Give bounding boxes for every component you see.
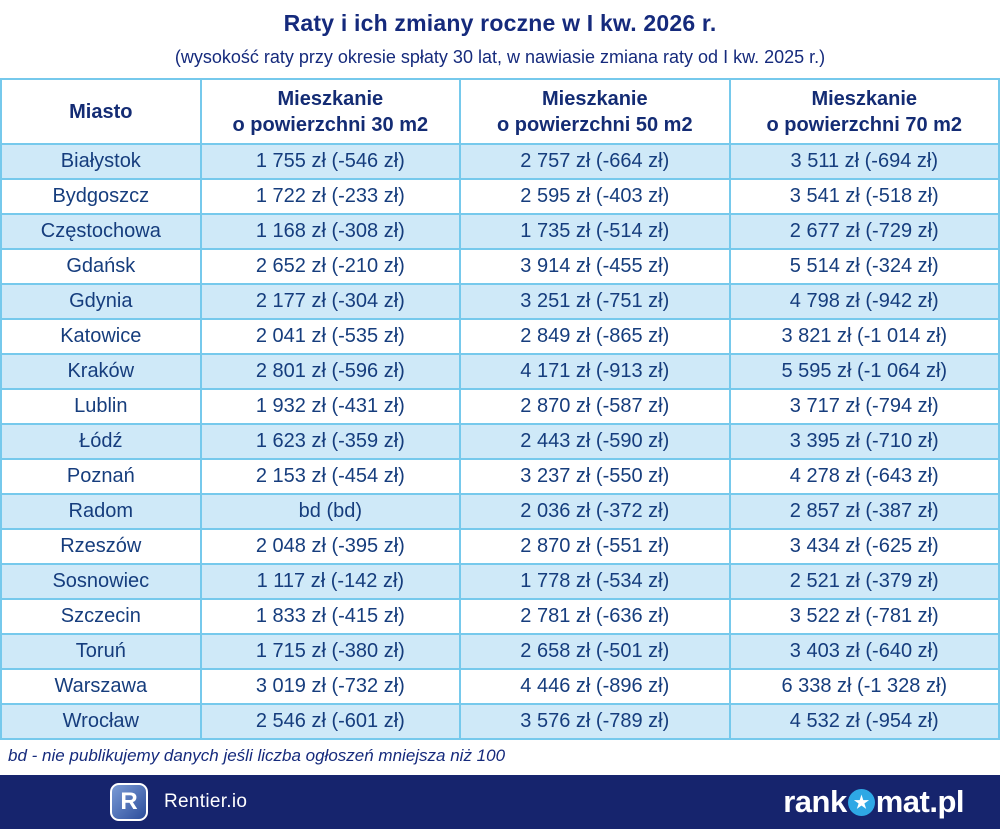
table-row [1, 669, 999, 704]
header-70m2: Mieszkanie o powierzchni 70 m2 [730, 79, 999, 144]
rate-value-cell: 1 722 zł (-233 zł) [201, 179, 460, 214]
table-row [1, 214, 999, 249]
rate-value-cell: 1 778 zł (-534 zł) [460, 564, 729, 599]
rates-table [0, 78, 1000, 740]
rate-value-cell: 1 833 zł (-415 zł) [201, 599, 460, 634]
rankomat-prefix: rank [783, 784, 847, 819]
rate-value-cell: 2 036 zł (-372 zł) [460, 494, 729, 529]
rate-value-cell: 2 857 zł (-387 zł) [730, 494, 999, 529]
rate-value-cell: 1 117 zł (-142 zł) [201, 564, 460, 599]
rate-value-cell: 3 914 zł (-455 zł) [460, 249, 729, 284]
table-row [1, 459, 999, 494]
table-body [1, 144, 999, 739]
rate-value-cell: 2 546 zł (-601 zł) [201, 704, 460, 739]
rate-value-cell: 1 932 zł (-431 zł) [201, 389, 460, 424]
city-cell: Rzeszów [1, 529, 201, 564]
header-city-label: Miasto [69, 100, 133, 123]
table-row [1, 424, 999, 459]
table-row [1, 319, 999, 354]
rate-value-cell: 5 514 zł (-324 zł) [730, 249, 999, 284]
rate-value-cell: 1 715 zł (-380 zł) [201, 634, 460, 669]
rate-value-cell: 6 338 zł (-1 328 zł) [730, 669, 999, 704]
rate-value-cell: 2 801 zł (-596 zł) [201, 354, 460, 389]
table-row [1, 284, 999, 319]
rate-value-cell: 2 757 zł (-664 zł) [460, 144, 729, 179]
rankomat-star-icon: ★ [848, 789, 875, 816]
rate-value-cell: 2 870 zł (-587 zł) [460, 389, 729, 424]
rentier-label: Rentier.io [164, 791, 248, 812]
table-row [1, 354, 999, 389]
city-cell: Warszawa [1, 669, 201, 704]
city-cell: Częstochowa [1, 214, 201, 249]
city-cell: Szczecin [1, 599, 201, 634]
rate-value-cell: 3 434 zł (-625 zł) [730, 529, 999, 564]
table-row [1, 564, 999, 599]
city-cell: Radom [1, 494, 201, 529]
rate-value-cell: 3 821 zł (-1 014 zł) [730, 319, 999, 354]
page-subtitle: (wysokość raty przy okresie spłaty 30 lat, w nawiasie zmiana raty od I kw. 2025 r.) [174, 47, 826, 67]
table-row [1, 529, 999, 564]
rate-value-cell: 3 403 zł (-640 zł) [730, 634, 999, 669]
rate-value-cell: 1 755 zł (-546 zł) [201, 144, 460, 179]
table-row [1, 144, 999, 179]
rankomat-suffix: mat.pl [875, 784, 964, 819]
city-cell: Katowice [1, 319, 201, 354]
rate-value-cell: 3 511 zł (-694 zł) [730, 144, 999, 179]
rate-value-cell: 2 781 zł (-636 zł) [460, 599, 729, 634]
city-cell: Sosnowiec [1, 564, 201, 599]
city-cell: Wrocław [1, 704, 201, 739]
rate-value-cell: 3 237 zł (-550 zł) [460, 459, 729, 494]
rate-value-cell: 2 443 zł (-590 zł) [460, 424, 729, 459]
rate-value-cell: 4 278 zł (-643 zł) [730, 459, 999, 494]
table-row [1, 249, 999, 284]
rentier-r-icon: R [110, 783, 148, 821]
rate-value-cell: 2 521 zł (-379 zł) [730, 564, 999, 599]
city-cell: Lublin [1, 389, 201, 424]
rate-value-cell: 5 595 zł (-1 064 zł) [730, 354, 999, 389]
city-cell: Toruń [1, 634, 201, 669]
table-row [1, 389, 999, 424]
city-cell: Łódź [1, 424, 201, 459]
rentier-logo [110, 783, 247, 821]
rate-value-cell: bd (bd) [201, 494, 460, 529]
header-50m2: Mieszkanie o powierzchni 50 m2 [460, 79, 729, 144]
rate-value-cell: 2 652 zł (-210 zł) [201, 249, 460, 284]
table-row [1, 494, 999, 529]
page-title: Raty i ich zmiany roczne w I kw. 2026 r. [283, 10, 717, 36]
city-cell: Białystok [1, 144, 201, 179]
rate-value-cell: 2 870 zł (-551 zł) [460, 529, 729, 564]
rate-value-cell: 1 735 zł (-514 zł) [460, 214, 729, 249]
rate-value-cell: 3 251 zł (-751 zł) [460, 284, 729, 319]
rate-value-cell: 4 532 zł (-954 zł) [730, 704, 999, 739]
table-row [1, 179, 999, 214]
rate-value-cell: 2 177 zł (-304 zł) [201, 284, 460, 319]
city-cell: Gdańsk [1, 249, 201, 284]
rate-value-cell: 2 595 zł (-403 zł) [460, 179, 729, 214]
rate-value-cell: 4 171 zł (-913 zł) [460, 354, 729, 389]
header-row [1, 79, 999, 144]
footnote: bd - nie publikujemy danych jeśli liczba ogłoszeń mniejsza niż 100 [8, 746, 506, 765]
header-30m2: Mieszkanie o powierzchni 30 m2 [201, 79, 460, 144]
rate-value-cell: 3 576 zł (-789 zł) [460, 704, 729, 739]
rate-value-cell: 2 849 zł (-865 zł) [460, 319, 729, 354]
table-row [1, 634, 999, 669]
city-cell: Gdynia [1, 284, 201, 319]
rate-value-cell: 2 041 zł (-535 zł) [201, 319, 460, 354]
city-cell: Kraków [1, 354, 201, 389]
rate-value-cell: 2 048 zł (-395 zł) [201, 529, 460, 564]
rate-value-cell: 3 395 zł (-710 zł) [730, 424, 999, 459]
rate-value-cell: 1 623 zł (-359 zł) [201, 424, 460, 459]
rate-value-cell: 2 658 zł (-501 zł) [460, 634, 729, 669]
rate-value-cell: 2 153 zł (-454 zł) [201, 459, 460, 494]
table-row [1, 704, 999, 739]
table-row [1, 599, 999, 634]
city-cell: Bydgoszcz [1, 179, 201, 214]
rate-value-cell: 3 541 zł (-518 zł) [730, 179, 999, 214]
rate-value-cell: 3 019 zł (-732 zł) [201, 669, 460, 704]
rate-value-cell: 3 717 zł (-794 zł) [730, 389, 999, 424]
rate-value-cell: 4 798 zł (-942 zł) [730, 284, 999, 319]
city-cell: Poznań [1, 459, 201, 494]
rate-value-cell: 1 168 zł (-308 zł) [201, 214, 460, 249]
rate-value-cell: 3 522 zł (-781 zł) [730, 599, 999, 634]
rankomat-logo [783, 784, 964, 820]
rate-value-cell: 2 677 zł (-729 zł) [730, 214, 999, 249]
footer-bar [0, 775, 1000, 829]
header-city [1, 79, 201, 144]
rate-value-cell: 4 446 zł (-896 zł) [460, 669, 729, 704]
